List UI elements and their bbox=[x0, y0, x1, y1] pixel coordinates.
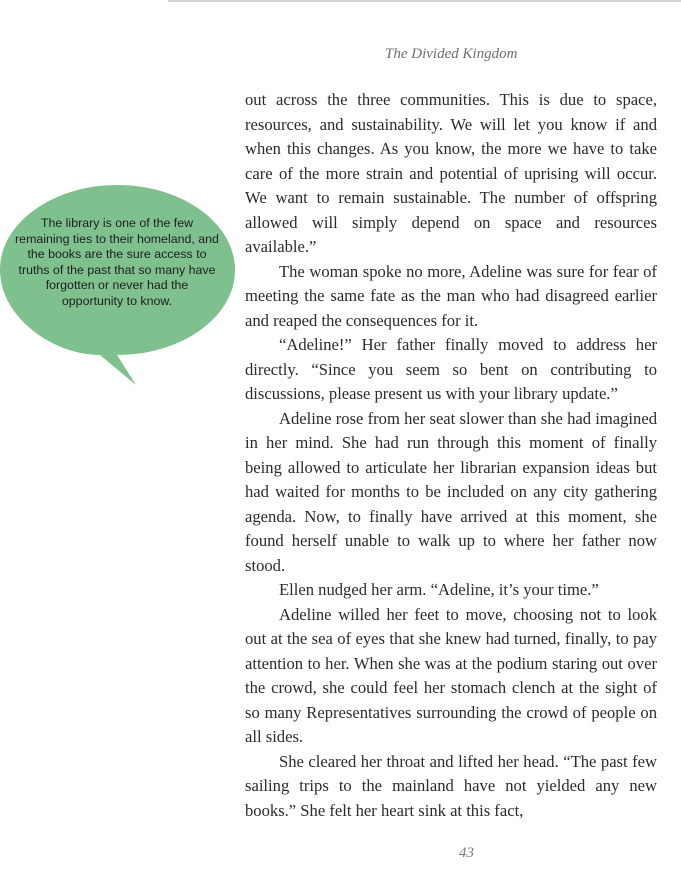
paragraph: She cleared her throat and lifted her head. “The past few sailing trips to the mainland have not yielded any new books.” She felt her heart sink at this fact, bbox=[245, 751, 657, 820]
top-page-edge-rule bbox=[168, 0, 681, 2]
paragraph-continuation: out across the three communities. This is due to space, resources, and sustainability. We will let you know if and when this changes. As you know, the more we have to take care of the more strain and potential of uprising will occur. We want to remain sustainable. The number of offspring allowed will simply depend on space and resources available.” bbox=[245, 90, 657, 256]
body-text-column bbox=[245, 88, 657, 823]
callout-text: The library is one of the few remaining ties to their homeland, and the books are the sure access to truths of the past that so many have forgotten or never had the opportunity to know. bbox=[15, 216, 219, 308]
paragraph: “Adeline!” Her father finally moved to address her directly. “Since you seem so bent on contributing to discussions, please present us with your library update.” bbox=[245, 335, 657, 403]
paragraph: Adeline rose from her seat slower than she had imagined in her mind. She had run through this moment of finally being allowed to articulate her librarian expansion ideas but had waited for months to be included on any city gathering agenda. Now, to finally have arrived at this moment, she found herself unable to walk up to where her father now stood. bbox=[245, 408, 657, 575]
paragraph: Ellen nudged her arm. “Adeline, it’s your time.” bbox=[279, 580, 599, 599]
paragraph: Adeline willed her feet to move, choosing not to look out at the sea of eyes that she knew had turned, finally, to pay attention to her. When she was at the podium staring out over the crowd, she could feel her stomach clench at the sight of so many Representatives surrounding the crowd of people on all sides. bbox=[245, 604, 657, 746]
speech-bubble-callout bbox=[0, 185, 236, 390]
running-header-title: The Divided Kingdom bbox=[385, 46, 518, 62]
page-number: 43 bbox=[459, 845, 474, 861]
paragraph: The woman spoke no more, Adeline was sure for fear of meeting the same fate as the man who had disagreed earlier and reaped the consequences for it. bbox=[245, 261, 657, 330]
